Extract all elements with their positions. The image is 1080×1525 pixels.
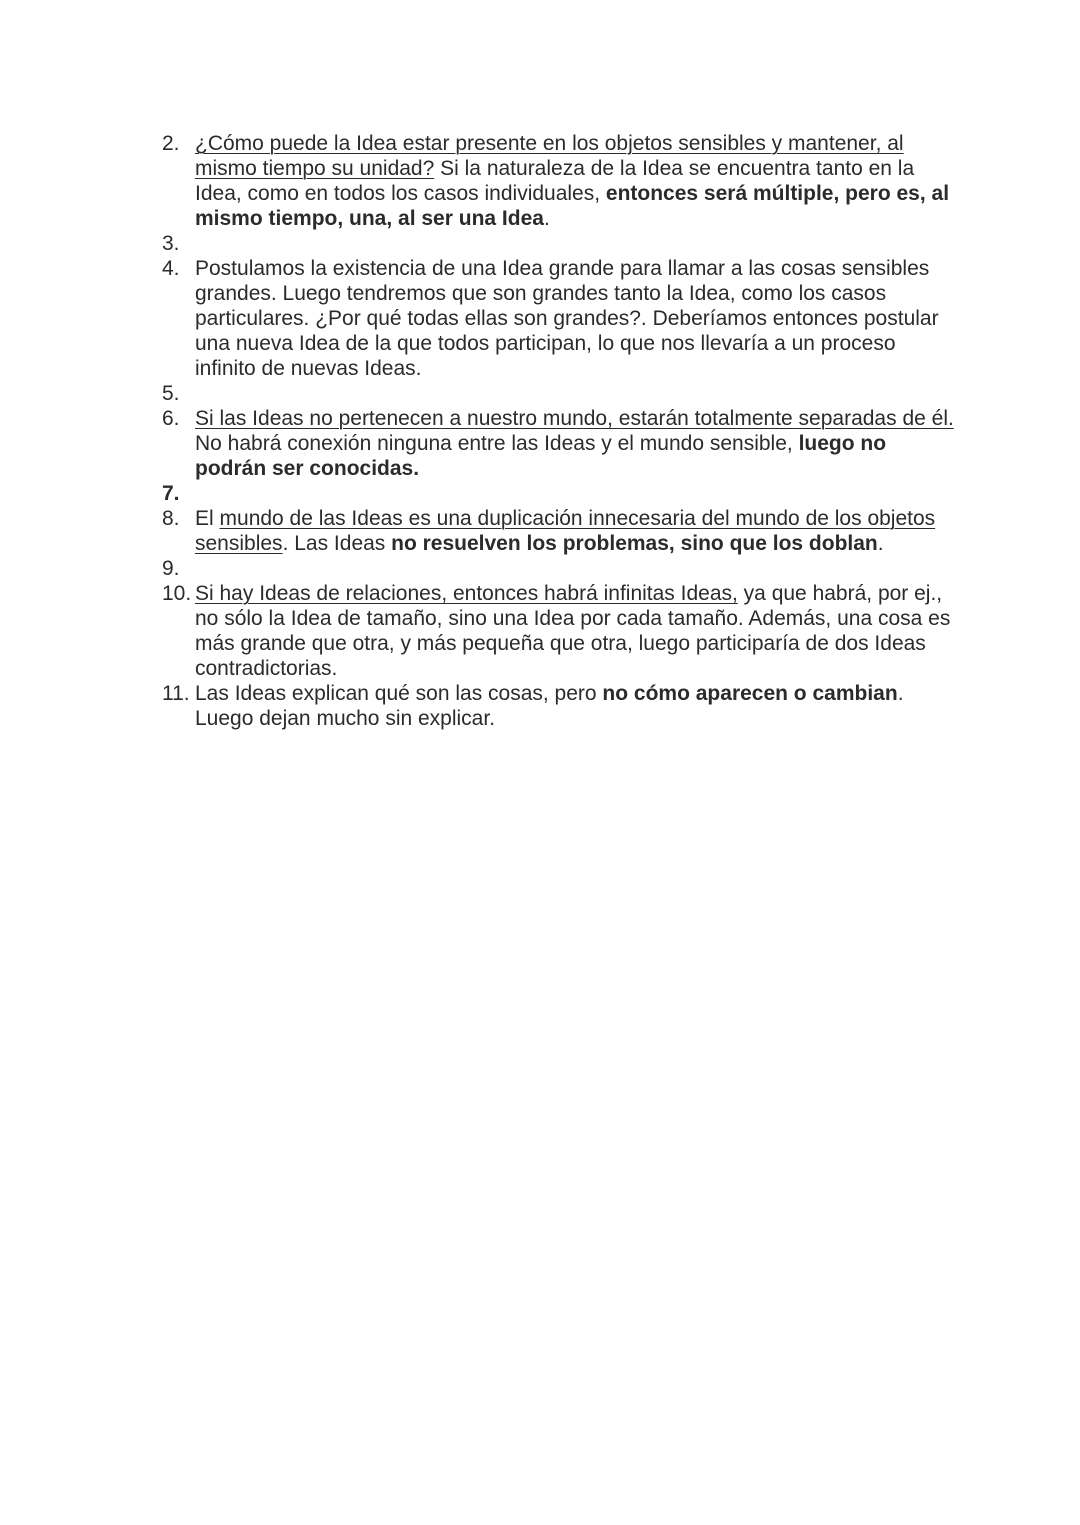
list-number: 3. bbox=[162, 232, 180, 255]
list-item-9 bbox=[162, 556, 962, 581]
underlined-text: Si hay Ideas de relaciones, entonces habrá infinitas Ideas, bbox=[195, 582, 738, 605]
bold-text: no cómo aparecen o cambian bbox=[602, 682, 898, 705]
list-item-6 bbox=[162, 406, 962, 481]
list-number: 10. bbox=[162, 582, 192, 605]
underlined-text: ¿Cómo puede la Idea estar presente en los objetos sensibles y mantener, al mismo tiempo su unidad? bbox=[195, 132, 904, 180]
list-number: 4. bbox=[162, 257, 180, 280]
list-item-text bbox=[195, 681, 962, 731]
underlined-text: mundo de las Ideas es una duplicación innecesaria del mundo de los objetos sensibles bbox=[195, 507, 936, 555]
body-text: . bbox=[877, 532, 884, 555]
body-text: . Luego dejan mucho sin explicar. bbox=[195, 682, 904, 730]
list-item-8 bbox=[162, 506, 962, 556]
numbered-list bbox=[162, 131, 962, 731]
list-number: 6. bbox=[162, 407, 180, 430]
bold-text: luego no podrán ser conocidas. bbox=[195, 432, 887, 480]
bold-text: entonces será múltiple, pero es, al mismo tiempo, una, al ser una Idea bbox=[195, 182, 950, 230]
list-number: 7. bbox=[162, 482, 180, 505]
list-item-text bbox=[195, 506, 962, 556]
list-item-7 bbox=[162, 481, 962, 506]
list-number: 2. bbox=[162, 132, 180, 155]
bold-text: no resuelven los problemas, sino que los doblan bbox=[391, 532, 878, 555]
list-item-11 bbox=[162, 681, 962, 731]
body-text: Las Ideas explican qué son las cosas, pero bbox=[195, 682, 603, 705]
body-text: . Las Ideas bbox=[282, 532, 392, 555]
body-text: No habrá conexión ninguna entre las Ideas y el mundo sensible, bbox=[195, 432, 799, 455]
list-item-text bbox=[195, 581, 962, 681]
body-text: Postulamos la existencia de una Idea grande para llamar a las cosas sensibles grandes. Luego tendremos que son grandes tanto la Idea, como los casos particulares. ¿Por qué todas ellas son grandes?. Deberíamos entonces postular una nueva Idea de la que todos participan, lo que nos llevaría a un proceso infinito de nuevas Ideas. bbox=[195, 257, 939, 380]
list-item-3 bbox=[162, 231, 962, 256]
list-item-4 bbox=[162, 256, 962, 381]
list-item-5 bbox=[162, 381, 962, 406]
body-text: Si la naturaleza de la Idea se encuentra tanto en la Idea, como en todos los casos individuales, bbox=[195, 157, 915, 205]
list-item-text bbox=[195, 256, 962, 381]
list-number: 11. bbox=[162, 682, 190, 705]
list-item-2 bbox=[162, 131, 962, 231]
list-number: 9. bbox=[162, 557, 180, 580]
list-item-text bbox=[195, 131, 962, 231]
list-number: 5. bbox=[162, 382, 180, 405]
list-item-10 bbox=[162, 581, 962, 681]
body-text: El bbox=[195, 507, 220, 530]
body-text: ya que habrá, por ej., no sólo la Idea de tamaño, sino una Idea por cada tamaño. Además, una cosa es más grande que otra, y más pequeña que otra, luego participaría de dos Ideas contradictorias. bbox=[195, 582, 951, 680]
list-number: 8. bbox=[162, 507, 180, 530]
body-text: . bbox=[543, 207, 550, 230]
underlined-text: Si las Ideas no pertenecen a nuestro mundo, estarán totalmente separadas de él. bbox=[195, 407, 954, 430]
list-item-text bbox=[195, 406, 962, 481]
